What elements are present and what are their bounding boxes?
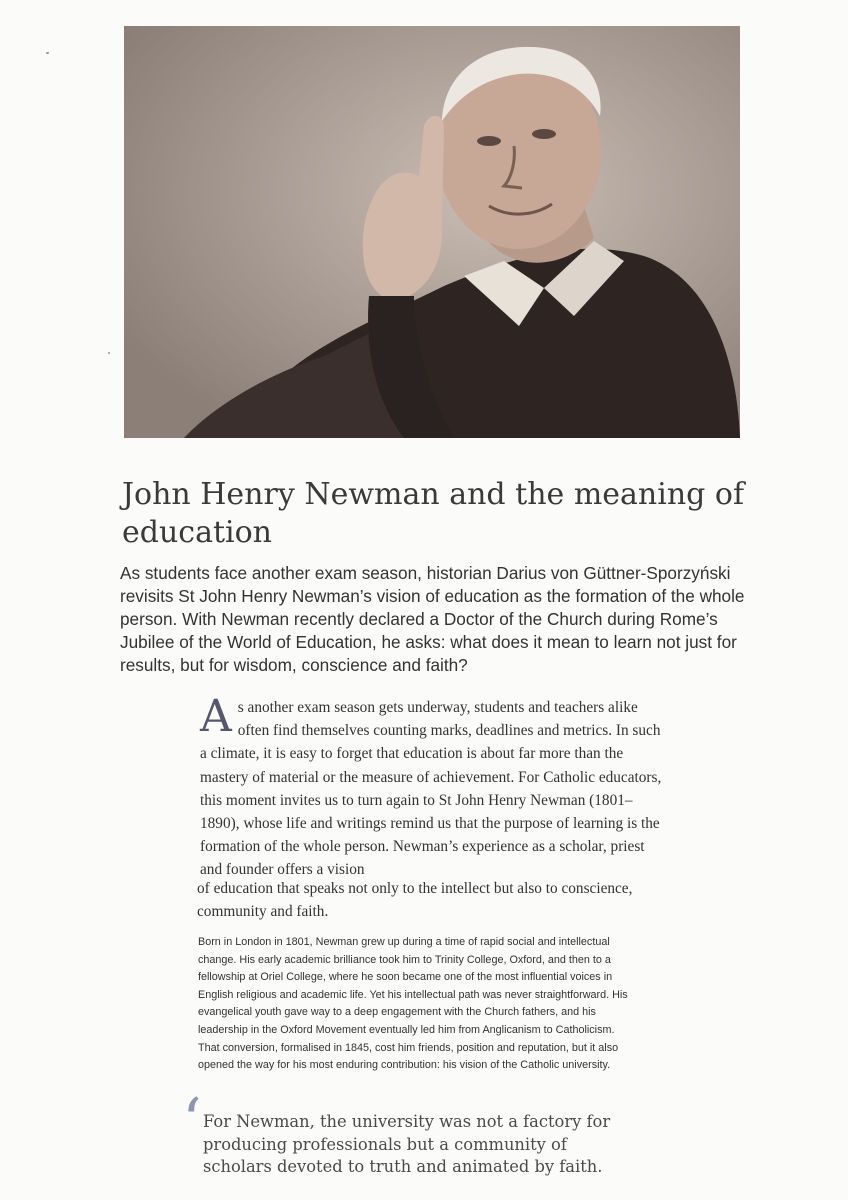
- article-title: John Henry Newman and the meaning of education: [122, 477, 745, 550]
- newman-portrait-photo: [124, 26, 740, 438]
- intro-paragraph-continued: of education that speaks not only to the intellect but also to conscience, community and faith.: [197, 880, 633, 920]
- body-paragraph: Born in London in 1801, Newman grew up during a time of rapid social and intellectual change. His early academic brilliance took him to Trinity College, Oxford, and then to a fellowship at Oriel College, where he soon became one of the most influential voices in English religious and academic life. Yet his intellectual path was never straightforward. His evangelical youth gave way to a deep engagement with the Church fathers, and his leadership in the Oxford Movement eventually led him from Anglicanism to Catholicism. That conversion, formalised in 1845, cost him friends, position and reputation, but it also opened the way for his most enduring contribution: his vision of the Catholic university.: [198, 936, 628, 1072]
- pull-quote: For Newman, the university was not a factory for producing professionals but a community of scholars devoted to truth and animated by faith.: [203, 1112, 611, 1176]
- opening-quote-icon: ‘: [182, 1084, 202, 1157]
- drop-cap: A: [200, 691, 232, 742]
- article-standfirst: As students face another exam season, historian Darius von Güttner-Sporzyński revisits St John Henry Newman’s vision of education as the formation of the whole person. With Newman recently declared a Doctor of the Church during Rome’s Jubilee of the World of Education, he asks: what does it mean to learn not just for results, but for wisdom, conscience and faith?: [120, 563, 745, 675]
- scan-speck: [108, 352, 110, 354]
- intro-paragraph: [200, 691, 670, 882]
- intro-text: s another exam season gets underway, students and teachers alike often find themselves counting marks, deadlines and metrics. In such a climate, it is easy to forget that education is about far more than the mastery of material or the measure of achievement. For Catholic educators, this moment invites us to turn again to St John Henry Newman (1801–1890), whose life and writings remind us that the purpose of learning is the formation of the whole person. Newman’s experience as a scholar, priest and founder offers a vision: [200, 699, 662, 879]
- scan-speck: [46, 52, 49, 54]
